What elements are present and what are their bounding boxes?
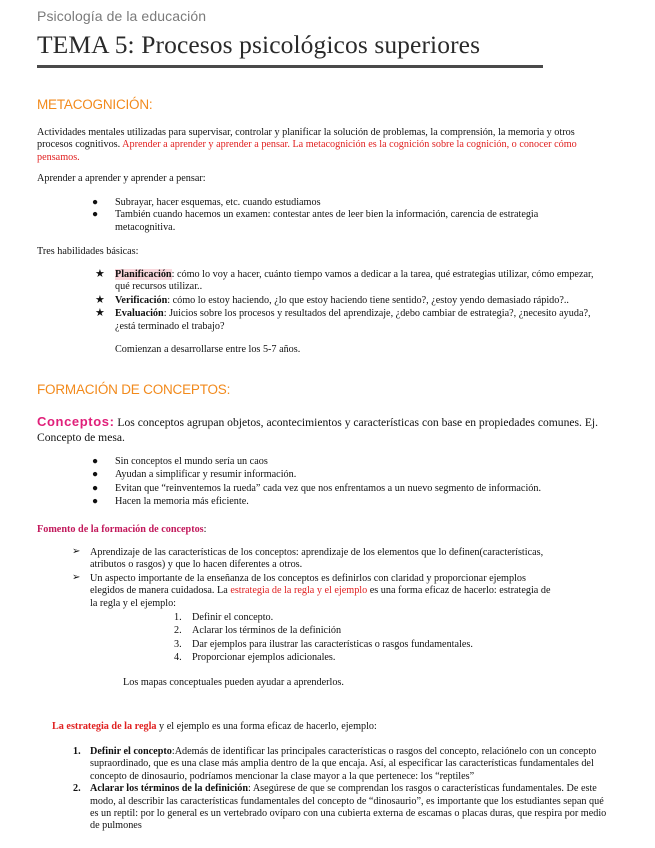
list-item: ● También cuando hacemos un examen: contestar antes de leer bien la información, carencia de estrategia xyxy=(92,209,539,221)
star-icon: ★ xyxy=(95,268,105,280)
habilidades-label: Tres habilidades básicas: xyxy=(37,246,139,257)
steps-list xyxy=(174,612,632,665)
star-icon: ★ xyxy=(95,293,105,306)
estrategia-item-continuation: supraordinado, que es una clase más amplia dentro de la que encaja. Así, al especificar las características fundamentales del xyxy=(90,758,594,770)
list-item: ● Sin conceptos el mundo sería un caos xyxy=(92,456,268,467)
aprender-bullets xyxy=(92,197,635,234)
habilidades-list xyxy=(95,268,640,333)
habilidad-continuation: qué recursos utilizar.. xyxy=(115,281,203,293)
list-item: ● Evitan que “reinventemos la rueda” cada vez que nos enfrentamos a un nuevo segmento de información. xyxy=(92,482,542,494)
metacognicion-heading: METACOGNICIÓN: xyxy=(37,97,153,112)
step-item: 4. Proporcionar ejemplos adicionales. xyxy=(174,652,336,664)
estrategia-list xyxy=(73,746,638,833)
list-item: ● Subrayar, hacer esquemas, etc. cuando estudiamos xyxy=(92,197,321,208)
title-divider xyxy=(37,65,543,68)
estrategia-item-continuation: concepto de dinosaurio, podríamos mencionar la clase mayor a la que pertenece: los “reptiles” xyxy=(90,770,475,782)
fomento-list xyxy=(72,546,640,610)
habilidad-planificacion: ★ Planificación: cómo lo voy a hacer, cuánto tiempo vamos a dedicar a la tarea, qué estrategias utilizar, cómo empezar, xyxy=(95,268,594,280)
subject-label: Psicología de la educación xyxy=(37,8,207,24)
estrategia-item: 1. Definir el concepto:Además de identificar las principales características o rasgos del concepto, relaciónelo con un concepto xyxy=(73,746,597,757)
habilidad-continuation: ¿está terminado el trabajo? xyxy=(115,320,225,332)
fomento-item: ➢ Un aspecto importante de la enseñanza de los conceptos es definirlos con claridad y proporcionar ejemplos xyxy=(72,571,526,584)
arrow-icon: ➢ xyxy=(72,546,81,557)
estrategia-item-continuation: de pulmones xyxy=(90,820,142,832)
conceptos-def-line-1: Conceptos: Los conceptos agrupan objetos, acontecimientos y características con base en propiedades comunes. Ej. xyxy=(37,414,599,429)
fomento-item: ➢ Aprendizaje de las características de los conceptos: aprendizaje de los elementos que lo definen(características, xyxy=(72,546,544,558)
metacognicion-intro xyxy=(37,127,637,164)
list-item: ● Hacen la memoria más eficiente. xyxy=(92,496,249,508)
fomento-item-continuation: elegidos de manera cuidadosa. La estrategia de la regla y el ejemplo es una forma eficaz de hacerlo: estrategia de xyxy=(90,585,551,597)
fomento-item-continuation: atributos o rasgos) y que lo hacen diferentes a otros. xyxy=(90,559,303,571)
habilidad-verificacion: ★ Verificación: cómo lo estoy haciendo, ¿lo que estoy haciendo tiene sentido?, ¿estoy yendo demasiado rápido?.. xyxy=(95,293,569,306)
edad-text: Comienzan a desarrollarse entre los 5-7 años. xyxy=(115,344,301,355)
arrow-icon: ➢ xyxy=(72,571,81,583)
fomento-item-continuation: la regla y el ejemplo: xyxy=(90,597,176,609)
step-item: 1. Definir el concepto. xyxy=(174,612,274,623)
star-icon: ★ xyxy=(95,307,105,320)
estrategia-item-continuation: es un reptil: por lo general es un vertebrado ovíparo con una cubierta externa de escamas o placas duras, que respira por medio xyxy=(90,808,607,820)
conceptos-bullets xyxy=(92,456,640,509)
aprender-label: Aprender a aprender y aprender a pensar: xyxy=(37,173,206,184)
estrategia-item-continuation: modo, al describir las características fundamentales del concepto de “dinosaurio”, es importante que los estudiantes sepan qué xyxy=(90,795,604,807)
page-title: TEMA 5: Procesos psicológicos superiores xyxy=(37,30,481,59)
step-item: 3. Dar ejemplos para ilustrar las características o rasgos fundamentales. xyxy=(174,638,473,650)
step-item: 2. Aclarar los términos de la definición xyxy=(174,625,342,637)
mapas-text: Los mapas conceptuales pueden ayudar a aprenderlos. xyxy=(123,677,344,688)
intro-line-2: procesos cognitivos. Aprender a aprender y aprender a pensar. La metacognición es la cognición sobre la cognición, o conocer cómo xyxy=(37,139,577,151)
intro-line-3: pensamos. xyxy=(37,151,80,163)
estrategia-item: 2. Aclarar los términos de la definición: Asegúrese de que se comprendan los rasgos o características fundamentales. De este xyxy=(73,783,597,795)
conceptos-heading: FORMACIÓN DE CONCEPTOS: xyxy=(37,382,231,397)
conceptos-def-line-2: Concepto de mesa. xyxy=(37,430,125,444)
habilidad-evaluacion: ★ Evaluación: Juicios sobre los procesos y resultados del aprendizaje, ¿debo cambiar de estrategia?, ¿necesito ayuda?, xyxy=(95,307,591,320)
list-item: ● Ayudan a simplificar y resumir información. xyxy=(92,469,297,481)
conceptos-definition xyxy=(37,415,642,445)
estrategia-lead: La estrategia de la regla y el ejemplo es una forma eficaz de hacerlo, ejemplo: xyxy=(52,721,377,732)
fomento-title: Fomento de la formación de conceptos: xyxy=(37,524,207,535)
intro-line-1: Actividades mentales utilizadas para supervisar, controlar y planificar la solución de problemas, la comprensión, la memoria y otros xyxy=(37,127,575,138)
list-item-continuation: metacognitiva. xyxy=(115,221,176,233)
